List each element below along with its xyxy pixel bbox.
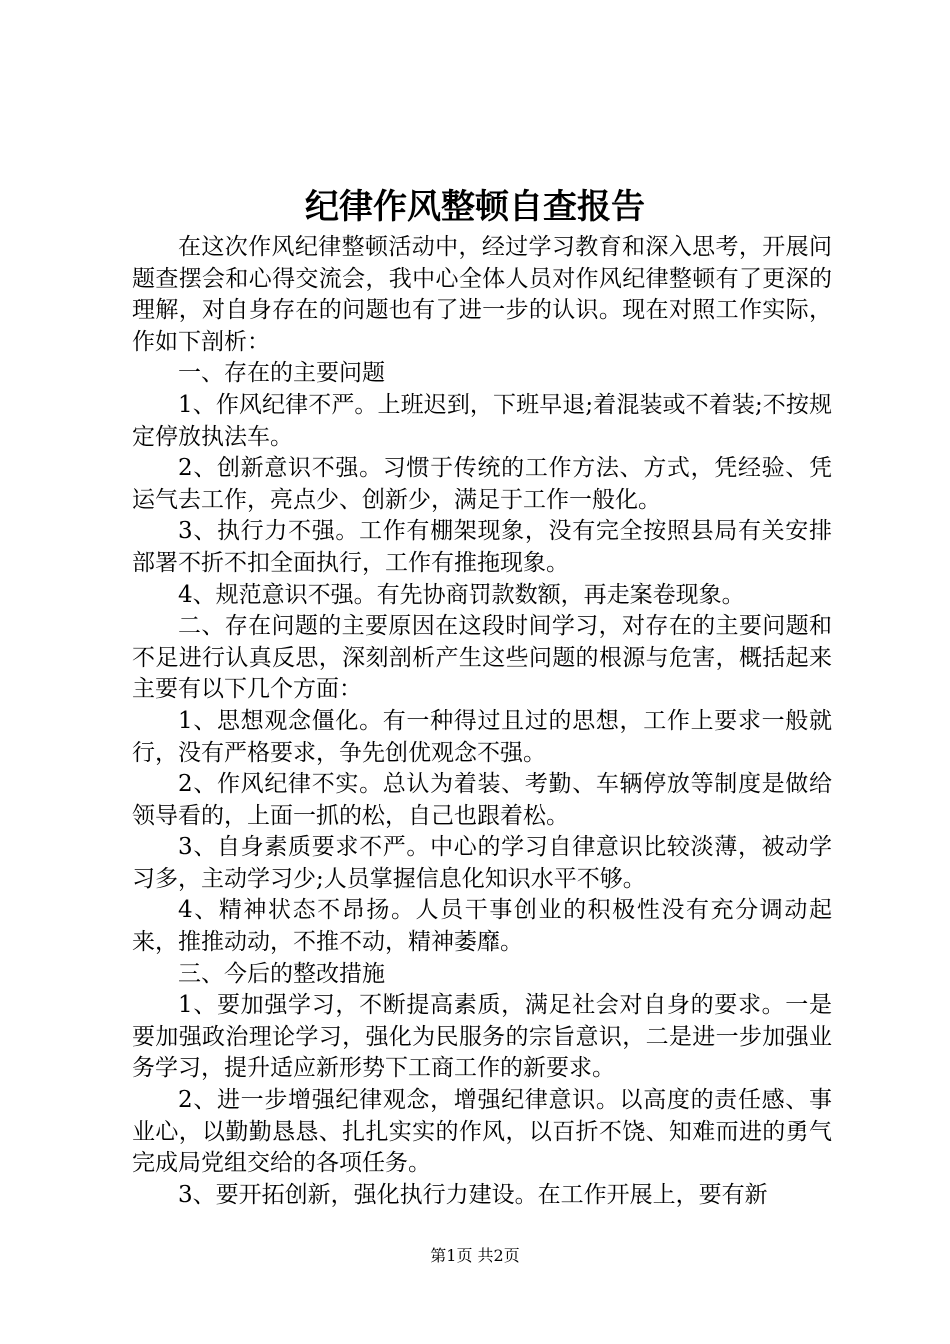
paragraph-measure-3: 3、要开拓创新，强化执行力建设。在工作开展上，要有新 [178, 1181, 768, 1208]
paragraph-intro: 在这次作风纪律整顿活动中，经过学习教育和深入思考，开展问题查摆会和心得交流会，我中心全体人员对作风纪律整顿有了更深的理解，对自身存在的问题也有了进一步的认识。现在对照工作实际，作如下剖析： [132, 234, 832, 355]
section-heading-1: 一、存在的主要问题 [178, 360, 385, 387]
page-footer: 第1页 共2页 [430, 1246, 520, 1265]
paragraph-cause-3: 3、自身素质要求不严。中心的学习自律意识比较淡薄，被动学习多，主动学习少;人员掌握信息化知识水平不够。 [132, 834, 832, 892]
paragraph-cause-2: 2、作风纪律不实。总认为着装、考勤、车辆停放等制度是做给领导看的，上面一抓的松，自己也跟着松。 [132, 771, 832, 829]
paragraph-measure-2: 2、进一步增强纪律观念，增强纪律意识。以高度的责任感、事业心，以勤勤恳恳、扎扎实实的作风，以百折不饶、知难而进的勇气完成局党组交给的各项任务。 [132, 1087, 832, 1177]
paragraph-problem-3: 3、执行力不强。工作有棚架现象，没有完全按照县局有关安排部署不折不扣全面执行，工作有推拖现象。 [132, 518, 832, 576]
section-heading-3: 三、今后的整改措施 [178, 960, 385, 987]
document-body [132, 232, 832, 1211]
section-heading-2: 二、存在问题的主要原因在这段时间学习，对存在的主要问题和不足进行认真反思，深刻剖析产生这些问题的根源与危害，概括起来主要有以下几个方面： [132, 613, 832, 703]
paragraph-measure-1: 1、要加强学习，不断提高素质，满足社会对自身的要求。一是要加强政治理论学习，强化为民服务的宗旨意识，二是进一步加强业务学习，提升适应新形势下工商工作的新要求。 [132, 992, 832, 1082]
paragraph-cause-4: 4、精神状态不昂扬。人员干事创业的积极性没有充分调动起来，推推动动，不推不动，精神萎靡。 [132, 897, 832, 956]
paragraph-problem-1: 1、作风纪律不严。上班迟到，下班早退;着混装或不着装;不按规定停放执法车。 [132, 391, 832, 450]
paragraph-cause-1: 1、思想观念僵化。有一种得过且过的思想，工作上要求一般就行，没有严格要求，争先创优观念不强。 [132, 707, 832, 766]
paragraph-problem-4: 4、规范意识不强。有先协商罚款数额，再走案卷现象。 [178, 581, 745, 608]
document-title: 纪律作风整顿自查报告 [305, 187, 645, 227]
paragraph-problem-2: 2、创新意识不强。习惯于传统的工作方法、方式，凭经验、凭运气去工作，亮点少、创新少，满足于工作一般化。 [132, 455, 832, 513]
